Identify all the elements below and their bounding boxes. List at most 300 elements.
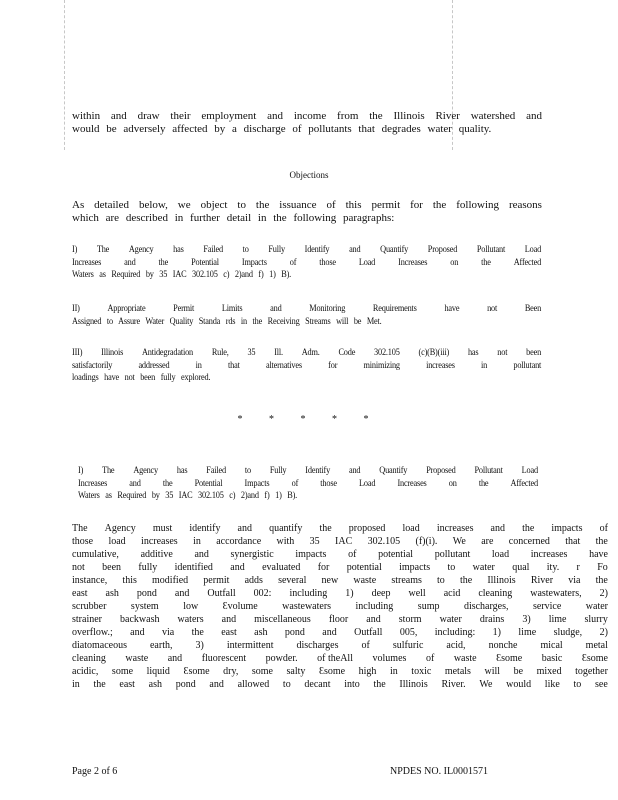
objection-line	[72, 371, 541, 384]
body-word: slurry	[584, 614, 608, 625]
objection-word: Proposed	[427, 244, 458, 254]
body-word: that	[565, 536, 581, 547]
body-word: evaluated	[262, 562, 301, 573]
objection-1	[72, 243, 541, 281]
objection-word: been	[140, 372, 161, 382]
objection-heading-word: f)	[264, 490, 276, 500]
body-word: to	[447, 562, 456, 573]
detail-word: to	[237, 199, 246, 211]
objections-heading: Objections	[289, 170, 329, 180]
body-word: deep	[371, 588, 391, 599]
body-word: including	[289, 588, 328, 599]
body-line	[72, 652, 608, 665]
body-word: wastewaters	[282, 601, 332, 612]
objection-word: alternatives	[265, 359, 302, 370]
objection-line	[72, 315, 541, 328]
objection-word: has	[467, 347, 479, 357]
objection-word: Limits	[221, 303, 243, 313]
body-word: nonche	[488, 640, 518, 651]
body-word: waste	[353, 575, 377, 586]
intro-line	[72, 110, 542, 123]
body-word: and	[490, 523, 505, 534]
intro-word: and	[267, 110, 284, 122]
detail-word: detailed	[94, 199, 129, 211]
detail-word: which	[72, 211, 106, 224]
body-word: acid,	[446, 640, 466, 651]
detail-word: permit	[371, 199, 401, 211]
page-number: Page 2 of 6	[72, 766, 118, 777]
intro-word: River	[435, 110, 460, 122]
objection-word: Identify	[304, 244, 330, 254]
detail-word: in	[257, 211, 274, 224]
body-word: waste	[125, 653, 149, 664]
body-line	[72, 574, 608, 587]
detail-word: object	[200, 199, 228, 211]
body-word: additive	[140, 549, 173, 560]
objection-word: 35	[247, 347, 256, 357]
objection-3	[72, 346, 541, 384]
objection-word: Requirements	[372, 303, 417, 313]
objection-word: have	[444, 303, 460, 313]
body-line	[72, 561, 608, 574]
objection-word: for	[328, 359, 338, 370]
objection-word: minimizing	[363, 359, 400, 370]
objection-word: Standa	[198, 315, 226, 326]
body-word: pond	[284, 627, 305, 638]
intro-word: be	[106, 122, 124, 135]
body-word: River	[530, 575, 554, 586]
body-word: r	[576, 562, 580, 573]
body-word: well	[408, 588, 426, 599]
intro-paragraph	[72, 110, 542, 135]
body-word: waters	[177, 614, 204, 625]
body-word: load	[402, 523, 420, 534]
body-line	[72, 626, 608, 639]
objection-word: f)	[258, 269, 270, 279]
objection-word: Load	[358, 256, 376, 267]
objection-word: that	[228, 359, 240, 370]
objection-heading-word: c)	[229, 490, 241, 500]
body-word: Agency	[104, 523, 136, 534]
intro-word: of pollutants	[292, 122, 359, 135]
body-word: IAC	[335, 536, 353, 547]
body-word: increases	[530, 549, 568, 560]
body-word: Ɛsome	[183, 666, 210, 677]
body-word: ity.	[546, 562, 560, 573]
body-word: discharges,	[463, 601, 509, 612]
body-word: Ɛvolume	[222, 601, 258, 612]
objection-heading-word: Quantify	[379, 465, 408, 475]
body-word: would	[506, 679, 532, 690]
objection-word: in	[195, 359, 202, 370]
intro-word: water quality.	[427, 122, 492, 135]
detail-word: the	[432, 199, 447, 211]
body-word: streams	[391, 575, 422, 586]
body-word: intermittent	[226, 640, 274, 651]
body-word: pollutant	[434, 549, 471, 560]
body-word: the	[319, 523, 332, 534]
objection-line	[72, 346, 541, 359]
body-word: 35	[309, 536, 320, 547]
body-word: system	[130, 601, 159, 612]
detail-word: further	[190, 211, 227, 224]
objection-heading-word: the	[478, 477, 489, 488]
objection-word: Increases	[72, 256, 102, 267]
body-word: salty	[286, 666, 306, 677]
objection-heading-word: Load	[521, 465, 538, 475]
body-word: must	[152, 523, 173, 534]
body-word: this	[122, 575, 137, 586]
objection-word: 302.105	[374, 347, 400, 357]
body-word: load	[108, 536, 126, 547]
body-word: mixed	[536, 666, 562, 677]
body-word: metal	[585, 640, 608, 651]
body-word: and	[322, 627, 337, 638]
objection-word: Water	[145, 315, 170, 326]
body-word: and	[174, 588, 190, 599]
intro-word: Illinois	[393, 110, 425, 122]
objection-line	[72, 268, 541, 281]
intro-word: by a discharge	[214, 122, 293, 135]
body-word: 3)	[522, 614, 531, 625]
objection-line	[72, 256, 541, 269]
body-word: metals	[444, 666, 471, 677]
body-word: We	[452, 536, 466, 547]
objection-word: B).	[281, 269, 292, 279]
objection-heading-word: Increases	[78, 477, 108, 488]
objection-word: Ill.	[274, 347, 283, 357]
detail-paragraph	[72, 199, 542, 224]
objection-heading-word: Potential	[194, 477, 223, 488]
objection-word: c)	[223, 269, 235, 279]
objection-word: not	[487, 303, 498, 313]
objection-heading-word: has	[176, 465, 188, 475]
body-word: River.	[441, 679, 466, 690]
body-word: been	[102, 562, 122, 573]
objection-heading-word: on	[448, 477, 457, 488]
body-word: 2)	[599, 627, 608, 638]
detail-word: the	[273, 211, 294, 224]
body-word: low	[183, 601, 199, 612]
objection-word: Agency	[128, 244, 154, 254]
body-word: dry,	[223, 666, 239, 677]
objection-2	[72, 302, 541, 327]
objection-heading-word: Proposed	[426, 465, 456, 475]
objection-word: Illinois	[101, 347, 124, 357]
detail-word: the	[255, 199, 270, 211]
body-word: potential	[346, 562, 382, 573]
objection-word: Pollutant	[476, 244, 506, 254]
objection-word: be	[353, 315, 367, 326]
objection-word: as	[99, 269, 112, 279]
detail-word: below,	[138, 199, 168, 211]
objection-heading-word: B).	[287, 490, 298, 500]
body-word: accordance	[216, 536, 262, 547]
body-word: and	[237, 523, 252, 534]
detail-word: reasons	[508, 199, 542, 211]
body-word: fluorescent	[201, 653, 247, 664]
body-word: discharges	[296, 640, 339, 651]
body-word: those	[72, 536, 94, 547]
objection-word: by	[145, 269, 160, 279]
body-word: service	[532, 601, 562, 612]
body-word: quantify	[269, 523, 303, 534]
objection-heading-word: as	[105, 490, 118, 500]
objection-heading-word: Waters	[78, 490, 106, 500]
objection-heading-word: by	[151, 490, 166, 500]
objection-word: Assure	[118, 315, 146, 326]
body-word: concerned	[508, 536, 550, 547]
objection-word: loadings	[72, 372, 105, 382]
body-word: acidic,	[72, 666, 99, 677]
objection-word: those	[319, 256, 336, 267]
objection-word: increases	[426, 359, 455, 370]
body-word: overflow.;	[72, 627, 113, 638]
body-word: basic	[541, 653, 563, 664]
objection-word: 302.105	[192, 269, 224, 279]
objection-word: the	[252, 315, 268, 326]
objection-word: has	[173, 244, 184, 254]
objection-heading-word: Required	[117, 490, 152, 500]
objection-heading-word: Agency	[133, 465, 158, 475]
body-word: floor	[328, 614, 349, 625]
body-word: of	[425, 653, 435, 664]
intro-word: the	[369, 110, 383, 122]
objection-word: Rule,	[211, 347, 229, 357]
body-word: the	[93, 679, 106, 690]
objection-word: 35	[159, 269, 173, 279]
body-word: miscellaneous	[254, 614, 311, 625]
body-word: to	[573, 679, 582, 690]
objection-line	[72, 243, 541, 256]
objection-word: Failed	[203, 244, 223, 254]
body-paragraph	[72, 522, 608, 691]
objection-word: Been	[524, 303, 542, 313]
body-word: via	[568, 575, 581, 586]
body-word: see	[594, 679, 608, 690]
body-word: permit	[203, 575, 230, 586]
objection-word: Waters	[72, 269, 100, 279]
objection-heading-word: Fully	[269, 465, 287, 475]
objection-word: and	[270, 303, 282, 313]
intro-word: within	[72, 110, 101, 122]
objection-heading-word: to	[244, 465, 251, 475]
body-word: The	[72, 523, 88, 534]
body-word: proposed	[348, 523, 386, 534]
body-word: increases	[436, 523, 474, 534]
intro-word: and	[110, 110, 127, 122]
objection-word: not	[497, 347, 508, 357]
body-word: 005,	[399, 627, 418, 638]
body-word: strainer	[72, 614, 102, 625]
body-word: increases	[141, 536, 178, 547]
objection-word: Potential	[191, 256, 219, 267]
body-word: ash	[105, 588, 119, 599]
body-word: earth,	[149, 640, 173, 651]
body-word: acid	[443, 588, 461, 599]
body-word: toxic	[411, 666, 432, 677]
detail-word: for	[410, 199, 423, 211]
body-word: backwash	[120, 614, 160, 625]
body-word: allowed	[237, 679, 270, 690]
body-word: some	[111, 666, 134, 677]
objection-line	[72, 302, 541, 315]
objection-heading-word: Failed	[206, 465, 226, 475]
body-word: impacts	[295, 549, 327, 560]
detail-line	[72, 199, 542, 212]
objection-heading-word: and	[348, 465, 361, 475]
intro-word: that degrades	[358, 122, 428, 135]
objection-heading-line	[78, 477, 538, 490]
objection-word: explored.	[180, 372, 211, 382]
body-line	[72, 613, 608, 626]
objection-heading-word: 302.105	[198, 490, 230, 500]
objection-word: and	[124, 256, 136, 267]
body-line	[72, 665, 608, 678]
body-line	[72, 587, 608, 600]
objection-heading-line	[78, 489, 538, 502]
body-word: water	[439, 614, 462, 625]
objection-word: have	[104, 372, 125, 382]
section-separator: * * * * *	[237, 414, 381, 425]
objection-word: Required	[111, 269, 146, 279]
objection-heading-word: 35	[165, 490, 179, 500]
body-word: water	[472, 562, 495, 573]
body-word: waste	[453, 653, 477, 664]
body-word: pond	[175, 679, 196, 690]
body-word: via	[161, 627, 175, 638]
body-word: Ɛsome	[318, 666, 346, 677]
objection-one-heading	[78, 464, 538, 502]
objection-word: rds	[225, 315, 241, 326]
objection-word: been	[526, 347, 542, 357]
intro-word: adversely	[123, 122, 173, 135]
intro-word: draw	[137, 110, 160, 122]
objection-heading-word: IAC	[178, 490, 199, 500]
objection-word: pollutant	[513, 359, 542, 370]
body-word: high	[358, 666, 377, 677]
objection-word: (c)(B)(iii)	[418, 347, 450, 357]
body-word: the	[595, 575, 608, 586]
body-word: Illinois	[487, 575, 516, 586]
objection-word: on	[450, 256, 459, 267]
body-word: including	[355, 601, 394, 612]
body-word: identified	[174, 562, 213, 573]
objection-word: and	[349, 244, 361, 254]
body-word: cumulative,	[72, 549, 119, 560]
body-word: in	[389, 666, 398, 677]
body-word: east	[221, 627, 237, 638]
objection-word: to	[106, 315, 119, 326]
body-line	[72, 678, 608, 691]
detail-word: following	[456, 199, 500, 211]
body-word: instance,	[72, 575, 108, 586]
detail-word: issuance	[279, 199, 317, 211]
intro-word: from	[337, 110, 359, 122]
objection-word: addressed	[138, 359, 170, 370]
objection-word: in	[240, 315, 253, 326]
body-word: together	[575, 666, 608, 677]
body-word: drains	[479, 614, 505, 625]
objection-word: Receiving	[267, 315, 306, 326]
intro-word: watershed	[470, 110, 516, 122]
objection-heading-word: Affected	[510, 477, 538, 488]
body-line	[72, 600, 608, 613]
body-line	[72, 535, 608, 548]
body-word: are	[481, 536, 494, 547]
body-word: the	[191, 627, 204, 638]
body-word: water	[585, 601, 608, 612]
body-word: the	[522, 523, 535, 534]
body-word: of	[348, 549, 357, 560]
body-word: and	[209, 679, 224, 690]
objection-heading-word: Increases	[397, 477, 427, 488]
body-word: the	[595, 536, 608, 547]
body-word: and	[221, 614, 237, 625]
detail-word: are	[105, 211, 126, 224]
objection-word: Load	[524, 244, 542, 254]
objection-word: Appropriate	[107, 303, 146, 313]
body-word: not	[72, 562, 85, 573]
objection-word: will	[336, 315, 354, 326]
objection-word: fully	[160, 372, 181, 382]
objection-word: not	[124, 372, 141, 382]
objection-heading-word: those	[320, 477, 337, 488]
objection-word: Quality	[169, 315, 199, 326]
detail-word: following	[293, 211, 343, 224]
body-word: Illinois	[399, 679, 428, 690]
body-word: cleaning	[72, 653, 106, 664]
objection-word: the	[481, 256, 491, 267]
body-word: into	[344, 679, 360, 690]
body-word: qual	[512, 562, 530, 573]
body-word: load	[491, 549, 510, 560]
body-word: Ɛsome	[496, 653, 523, 664]
body-word: east	[119, 679, 135, 690]
body-word: several	[278, 575, 307, 586]
intro-word: and	[526, 110, 542, 122]
body-word: scrubber	[72, 601, 107, 612]
objection-line	[72, 359, 541, 372]
body-word: in	[193, 536, 201, 547]
body-word: ash	[148, 679, 162, 690]
body-word: sump	[417, 601, 440, 612]
body-word: be	[513, 666, 524, 677]
detail-line	[72, 212, 542, 225]
objection-heading-word: 2)and	[240, 490, 265, 500]
body-word: will	[484, 666, 501, 677]
body-word: Outfall	[207, 588, 236, 599]
detail-word: detail	[226, 211, 258, 224]
objection-heading-word: Identify	[305, 465, 331, 475]
body-word: ash	[254, 627, 268, 638]
permit-number: NPDES NO. IL0001571	[390, 766, 489, 777]
body-word: powder.	[265, 653, 298, 664]
body-word: 302.105	[367, 536, 401, 547]
body-word: for	[317, 562, 330, 573]
body-word: Ɛsome	[581, 653, 608, 664]
detail-word: this	[345, 199, 362, 211]
intro-word: employment	[201, 110, 257, 122]
intro-word: would	[72, 122, 107, 135]
body-word: the	[459, 575, 473, 586]
detail-word: described	[125, 211, 175, 224]
body-word: and	[366, 614, 381, 625]
body-word: new	[321, 575, 339, 586]
body-word: with	[276, 536, 295, 547]
body-word: and	[194, 549, 209, 560]
body-word: sulfuric	[392, 640, 424, 651]
